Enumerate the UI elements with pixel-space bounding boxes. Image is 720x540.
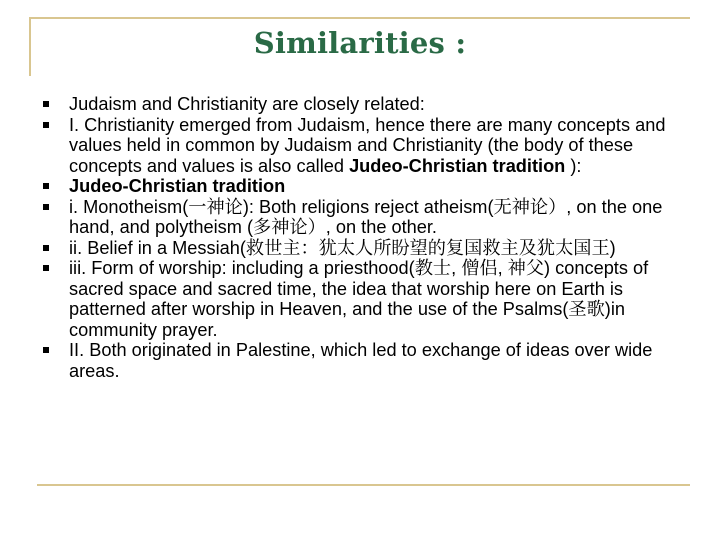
bullet-text [69, 115, 665, 176]
bullet-text [69, 176, 285, 196]
bullet-item [40, 340, 700, 381]
bullet-item [40, 94, 700, 115]
bullet-text-part: I. Christianity emerged from Judaism, hence there are many concepts and values held in common by Judaism and Christianity (the body of these concepts and values is also called [69, 114, 666, 176]
bullet-text: iii. Form of worship: including a priesthood(教士, 僧侣, 神父) concepts of sacred space and sacred time, the idea that worship here on Earth is patterned after worship in Heaven, and the use of the Psalms(圣歌)in community prayer. [69, 258, 649, 340]
square-bullet-icon [43, 245, 49, 251]
bullet-item [40, 176, 700, 197]
square-bullet-icon [43, 347, 49, 353]
frame-bottom-rule [37, 484, 690, 486]
square-bullet-icon [43, 265, 49, 271]
square-bullet-icon [43, 204, 49, 210]
bullet-text: II. Both originated in Palestine, which led to exchange of ideas over wide areas. [69, 340, 653, 381]
bullet-text-part: ): [565, 155, 582, 176]
slide-title: Similarities : [253, 26, 467, 60]
bullet-bold-heading: Judeo-Christian tradition [69, 176, 286, 196]
bullet-text: i. Monotheism(一神论): Both religions reject atheism(无神论）, on the one hand, and polytheism (多神论）, on the other. [69, 196, 663, 237]
bullet-bold-term: Judeo-Christian tradition [349, 155, 566, 176]
square-bullet-icon [43, 183, 49, 189]
bullet-item [40, 115, 700, 177]
bullet-item [40, 258, 700, 340]
bullet-text: ii. Belief in a Messiah(救世主：犹太人所盼望的复国救主及犹太国王) [69, 237, 616, 258]
square-bullet-icon [43, 122, 49, 128]
bullet-list [40, 94, 700, 381]
square-bullet-icon [43, 101, 49, 107]
bullet-item [40, 238, 700, 259]
bullet-item [40, 197, 700, 238]
bullet-text: Judaism and Christianity are closely related: [69, 94, 425, 114]
frame-top-rule [29, 17, 690, 19]
